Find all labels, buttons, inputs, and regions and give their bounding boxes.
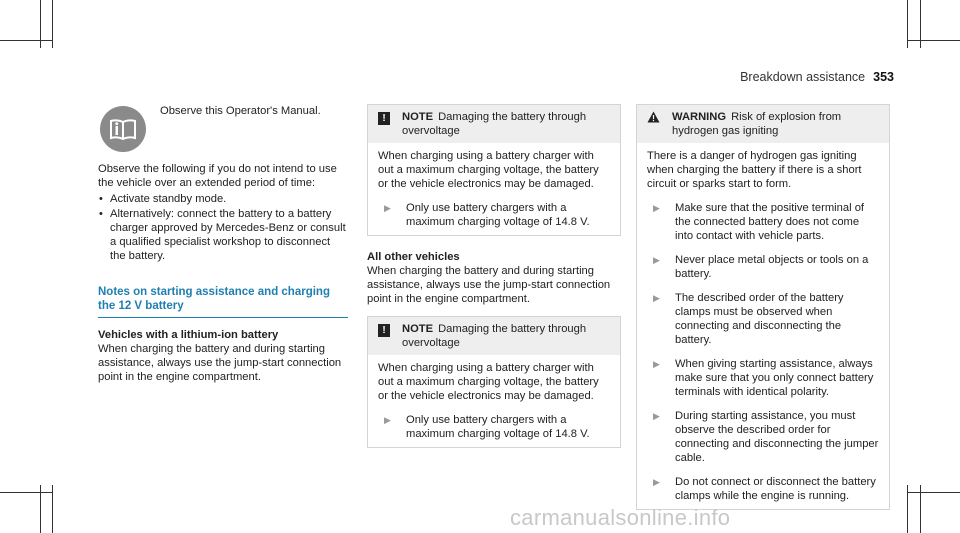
warning-body [637, 143, 889, 509]
page-header [740, 70, 894, 84]
step-text: Only use battery chargers with a maximum charging voltage of 14.8 V. [406, 414, 590, 440]
note-step [378, 413, 610, 441]
arrow-right-icon: ▶ [653, 255, 660, 265]
warning-box [636, 104, 890, 510]
arrow-right-icon: ▶ [653, 477, 660, 487]
note-header [368, 317, 620, 355]
warning-step [647, 291, 879, 347]
crop-mark [0, 40, 53, 41]
list-item: • Activate standby mode. [98, 192, 348, 206]
intro-paragraph: Observe the following if you do not intend to use the vehicle over an extended period of time: [98, 163, 337, 189]
note-box [367, 316, 621, 448]
section-name: Breakdown assistance [740, 70, 866, 84]
paragraph: When charging the battery and during starting assistance, always use the jump-start connection point in the engine compartment. [367, 265, 611, 305]
note-title: Damaging the battery through overvoltage [402, 111, 587, 137]
subheading: All other vehicles [367, 251, 460, 263]
arrow-right-icon: ▶ [653, 293, 660, 303]
info-row [98, 100, 348, 152]
step-text: When giving starting assistance, always make sure that you only connect battery terminals with identical polarity. [675, 358, 874, 398]
step-text: Never place metal objects or tools on a battery. [675, 254, 869, 280]
note-body [368, 355, 620, 447]
step-text: During starting assistance, you must observe the described order for connecting and disconnecting the jumper cable. [675, 410, 879, 464]
note-text: When charging using a battery charger with out a maximum charging voltage, the battery or the vehicle electronics may be damaged. [378, 362, 599, 402]
warning-triangle-icon [647, 111, 660, 127]
note-step [378, 201, 610, 229]
page-number: 353 [873, 70, 894, 84]
column-2 [367, 104, 621, 448]
step-text: Do not connect or disconnect the battery clamps while the engine is running. [675, 476, 876, 502]
subheading: Vehicles with a lithium-ion battery [98, 329, 279, 341]
list-item: • Alternatively: connect the battery to a battery charger approved by Mercedes-Benz or consult a qualified specialist workshop to disconnect the battery. [98, 207, 348, 263]
note-label: NOTE [402, 323, 434, 335]
manual-book-icon [100, 106, 146, 152]
crop-mark [0, 492, 53, 493]
bullet-list [98, 192, 348, 263]
column-3 [636, 104, 890, 510]
arrow-right-icon: ▶ [653, 359, 660, 369]
paragraph: When charging the battery and during starting assistance, always use the jump-start connection point in the engine compartment. [98, 343, 342, 383]
step-text: Only use battery chargers with a maximum charging voltage of 14.8 V. [406, 202, 590, 228]
arrow-right-icon: ▶ [653, 203, 660, 213]
step-text: Make sure that the positive terminal of the connected battery does not come into contact with vehicle parts. [675, 202, 865, 242]
warning-step [647, 409, 879, 465]
column-1 [98, 100, 348, 384]
arrow-right-icon: ▶ [653, 411, 660, 421]
exclamation-icon: ! [378, 324, 390, 337]
arrow-right-icon: ▶ [384, 203, 391, 213]
warning-text: There is a danger of hydrogen gas igniting when charging the battery if there is a short circuit or sparks start to form. [647, 150, 862, 190]
crop-mark [52, 485, 53, 533]
crop-mark [907, 40, 960, 41]
section-title: Notes on starting assistance and charging the 12 V battery [98, 285, 348, 318]
crop-mark [907, 492, 960, 493]
note-label: NOTE [402, 111, 434, 123]
warning-title: Risk of explosion from hydrogen gas igniting [672, 111, 842, 137]
note-header [368, 105, 620, 143]
crop-mark [907, 0, 908, 48]
crop-mark [52, 0, 53, 48]
arrow-right-icon: ▶ [384, 415, 391, 425]
watermark: carmanualsonline.info [510, 505, 731, 530]
warning-step [647, 201, 879, 243]
crop-mark [907, 485, 908, 533]
note-title: Damaging the battery through overvoltage [402, 323, 587, 349]
warning-label: WARNING [672, 111, 727, 123]
note-body [368, 143, 620, 235]
warning-step [647, 357, 879, 399]
warning-step [647, 475, 879, 503]
exclamation-icon: ! [378, 112, 390, 125]
warning-header [637, 105, 889, 143]
note-text: When charging using a battery charger with out a maximum charging voltage, the battery or the vehicle electronics may be damaged. [378, 150, 599, 190]
step-text: The described order of the battery clamps must be observed when connecting and disconnecting the battery. [675, 292, 844, 346]
warning-step [647, 253, 879, 281]
note-box [367, 104, 621, 236]
info-text: Observe this Operator's Manual. [160, 105, 321, 117]
